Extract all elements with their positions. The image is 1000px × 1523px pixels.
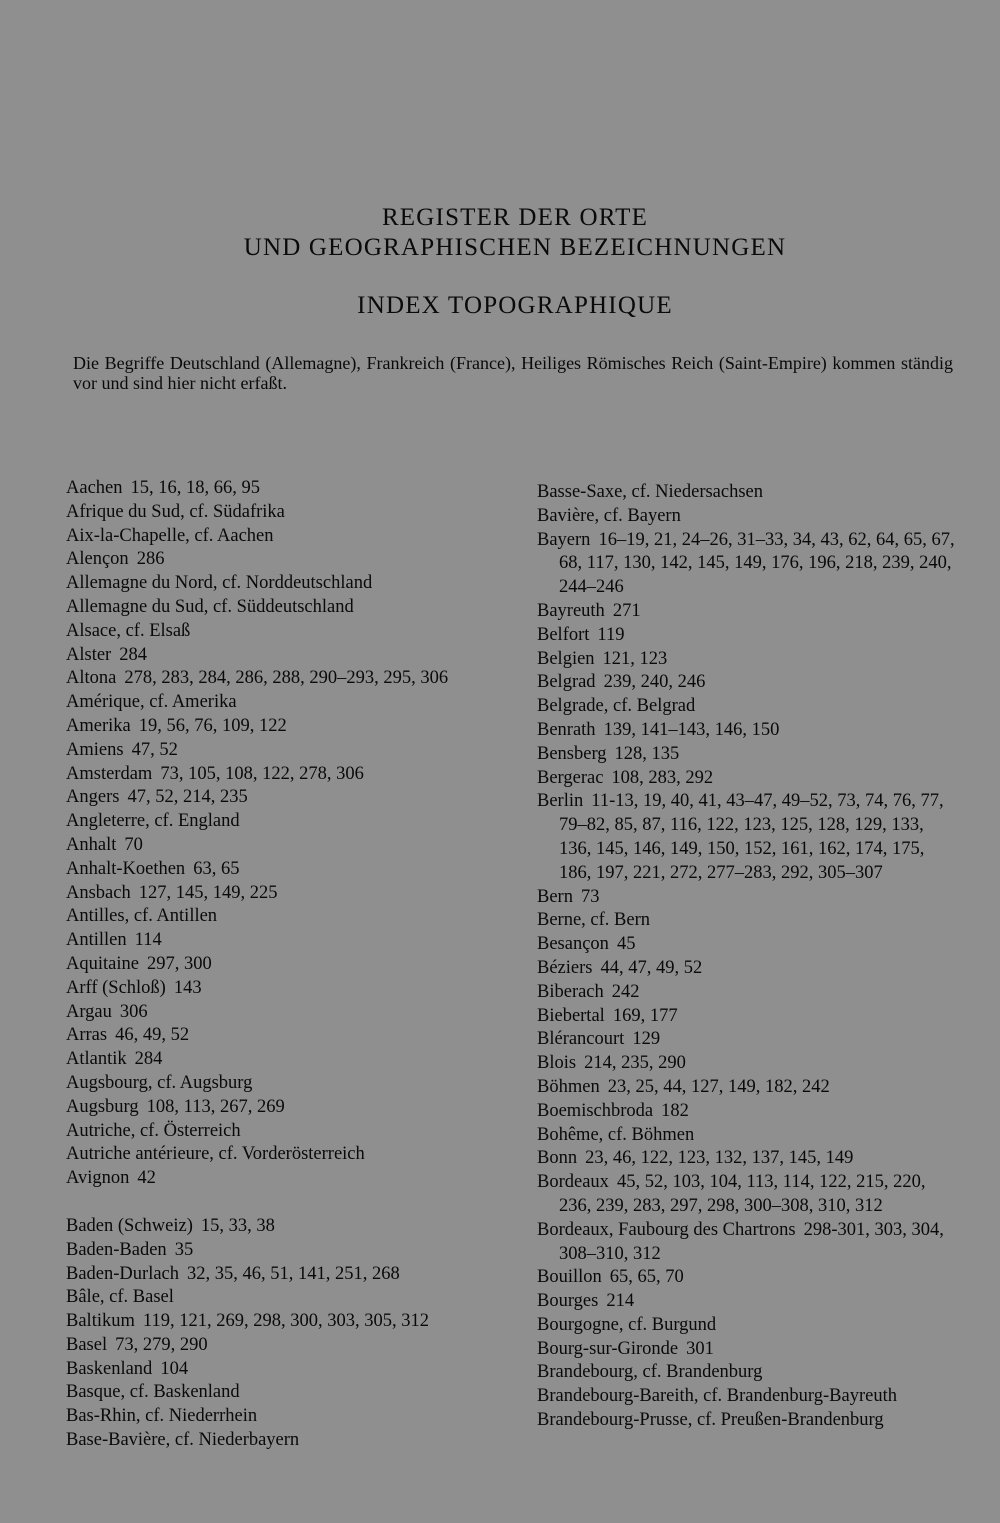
entry-name: Brandebourg-Prusse, cf. Preußen-Brandenburg: [537, 1410, 884, 1431]
entry-name: Ansbach: [66, 882, 131, 903]
index-entry: [66, 691, 496, 715]
entry-name: Bordeaux: [537, 1172, 609, 1193]
entry-name: Bensberg: [537, 743, 607, 764]
entry-pages: 114: [134, 930, 162, 951]
entry-name: Angleterre, cf. England: [66, 811, 240, 832]
index-entry: [66, 1286, 496, 1310]
entry-pages: 70: [124, 834, 143, 855]
entry-name: Base-Bavière, cf. Niederbayern: [66, 1430, 300, 1451]
entry-name: Arras: [66, 1025, 108, 1046]
entry-pages: 42: [137, 1168, 156, 1189]
entry-name: Belgrade, cf. Belgrad: [537, 696, 696, 717]
entry-name: Baltikum: [66, 1311, 135, 1332]
entry-pages: 63, 65: [193, 858, 240, 879]
entry-name: Bohême, cf. Böhmen: [537, 1124, 695, 1145]
entry-name: Amiens: [66, 739, 124, 760]
entry-pages: 242: [611, 981, 640, 1002]
entry-name: Allemagne du Nord, cf. Norddeutschland: [66, 573, 373, 594]
entry-pages: 169, 177: [612, 1005, 678, 1026]
entry-pages: 47, 52: [131, 739, 178, 760]
entry-pages: 271: [612, 600, 641, 621]
entry-pages: 23, 25, 44, 127, 149, 182, 242: [607, 1076, 830, 1097]
index-entry: [537, 600, 957, 624]
index-entry: [66, 1263, 496, 1287]
entry-name: Aix-la-Chapelle, cf. Aachen: [66, 525, 274, 546]
entry-name: Boemischbroda: [537, 1100, 654, 1121]
index-entry: [537, 1361, 957, 1385]
index-entry: [537, 1219, 957, 1267]
entry-name: Bavière, cf. Bayern: [537, 505, 681, 526]
entry-name: Baden (Schweiz): [66, 1215, 193, 1236]
index-entry: [66, 977, 496, 1001]
entry-pages: 143: [173, 977, 202, 998]
entry-pages: 108, 283, 292: [611, 767, 714, 788]
entry-pages: 139, 141–143, 146, 150: [603, 719, 780, 740]
entry-pages: 119: [597, 624, 625, 645]
entry-name: Bouillon: [537, 1267, 602, 1288]
page-title-line2: UND GEOGRAPHISCHEN BEZEICHNUNGEN: [243, 234, 787, 261]
index-entry: [537, 790, 957, 885]
entry-pages: 119, 121, 269, 298, 300, 303, 305, 312: [142, 1311, 429, 1332]
entry-pages: 182: [661, 1100, 689, 1121]
index-entry: [66, 786, 496, 810]
entry-pages: 44, 47, 49, 52: [600, 957, 703, 978]
index-entry: [66, 1215, 496, 1239]
intro-note: Die Begriffe Deutschland (Allemagne), Frankreich (France), Heiliges Römisches Reich (Saint-Empire) kommen ständig vor und sind hier nicht erfaßt.: [73, 353, 953, 393]
entry-pages: 47, 52, 214, 235: [127, 787, 248, 808]
page-title-line1: REGISTER DER ORTE: [381, 204, 649, 231]
index-entry: [537, 719, 957, 743]
index-entry: [537, 624, 957, 648]
index-entry: [537, 1028, 957, 1052]
index-entry: [66, 1167, 496, 1191]
entry-name: Bourges: [537, 1291, 599, 1312]
entry-pages: 23, 46, 122, 123, 132, 137, 145, 149: [585, 1148, 854, 1169]
entry-pages: 129: [632, 1029, 661, 1050]
entry-name: Atlantik: [66, 1049, 127, 1070]
entry-pages: 121, 123: [602, 648, 668, 669]
index-entry: [537, 767, 957, 791]
entry-name: Blérancourt: [537, 1029, 625, 1050]
index-entry: [537, 957, 957, 981]
entry-name: Antillen: [66, 930, 127, 951]
entry-pages: 32, 35, 46, 51, 141, 251, 268: [187, 1263, 400, 1284]
entry-name: Baskenland: [66, 1358, 153, 1379]
index-entry: [66, 667, 496, 691]
entry-name: Autriche antérieure, cf. Vorderösterreich: [66, 1144, 365, 1165]
entry-name: Angers: [66, 787, 120, 808]
entry-name: Bâle, cf. Basel: [66, 1287, 174, 1308]
entry-pages: 284: [134, 1049, 163, 1070]
entry-name: Berlin: [537, 791, 584, 812]
entry-name: Béziers: [537, 957, 593, 978]
index-entry: [66, 905, 496, 929]
entry-name: Baden-Baden: [66, 1239, 167, 1260]
index-entry: [66, 1001, 496, 1025]
entry-name: Bayreuth: [537, 600, 605, 621]
index-entry: [537, 529, 957, 600]
entry-name: Besançon: [537, 934, 609, 955]
index-entry: [537, 1409, 957, 1433]
index-entry: [537, 1338, 957, 1362]
entry-name: Afrique du Sud, cf. Südafrika: [66, 501, 285, 522]
index-entry: [66, 1358, 496, 1382]
entry-name: Basque, cf. Baskenland: [66, 1382, 240, 1403]
entry-pages: 278, 283, 284, 286, 288, 290–293, 295, 306: [124, 668, 449, 689]
index-entry: [66, 1334, 496, 1358]
entry-pages: 104: [160, 1358, 189, 1379]
entry-pages: 297, 300: [146, 953, 212, 974]
entry-pages: 19, 56, 76, 109, 122: [138, 715, 287, 736]
entry-name: Amérique, cf. Amerika: [66, 692, 237, 713]
index-entry: [537, 1171, 957, 1219]
entry-name: Brandebourg-Bareith, cf. Brandenburg-Bayreuth: [537, 1386, 897, 1407]
index-entry: [66, 644, 496, 668]
index-column-left: [66, 477, 496, 1453]
entry-name: Bern: [537, 886, 573, 907]
entry-pages: 214: [606, 1291, 635, 1312]
index-entry: [537, 1100, 957, 1124]
entry-name: Biberach: [537, 981, 604, 1002]
index-entry: [537, 1290, 957, 1314]
index-entry: [66, 953, 496, 977]
entry-name: Berne, cf. Bern: [537, 910, 651, 931]
index-entry: [537, 1076, 957, 1100]
entry-name: Bergerac: [537, 767, 604, 788]
index-entry: [537, 1314, 957, 1338]
index-entry: [537, 1385, 957, 1409]
entry-pages: 11-13, 19, 40, 41, 43–47, 49–52, 73, 74, 76, 77, 79–82, 85, 87, 116, 122, 123, 125, 128, 129, 133, 136, 145, 146, 149, 150, 152, 161, 162, 174, 175, 186, 197, 221, 272, 277–283, 292, 305–307: [559, 791, 944, 883]
index-entry: [66, 1310, 496, 1334]
index-entry: [66, 1239, 496, 1263]
index-entry: [66, 929, 496, 953]
entry-pages: 16–19, 21, 24–26, 31–33, 34, 43, 62, 64, 65, 67, 68, 117, 130, 142, 145, 149, 176, 196, 218, 239, 240, 244–246: [559, 529, 955, 598]
index-entry: [537, 743, 957, 767]
entry-name: Böhmen: [537, 1076, 600, 1097]
index-entry: [537, 1005, 957, 1029]
entry-name: Amerika: [66, 715, 131, 736]
entry-name: Basel: [66, 1334, 108, 1355]
entry-pages: 284: [119, 644, 147, 665]
entry-pages: 306: [119, 1001, 148, 1022]
entry-name: Antilles, cf. Antillen: [66, 906, 218, 927]
entry-name: Bonn: [537, 1148, 578, 1169]
entry-name: Baden-Durlach: [66, 1263, 180, 1284]
index-entry: [537, 886, 957, 910]
index-entry: [66, 810, 496, 834]
entry-name: Basse-Saxe, cf. Niedersachsen: [537, 482, 764, 502]
entry-name: Bourg-sur-Gironde: [537, 1338, 679, 1359]
entry-name: Belfort: [537, 624, 590, 645]
index-entry: [66, 477, 496, 501]
index-entry: [66, 715, 496, 739]
entry-name: Alster: [66, 644, 112, 665]
entry-name: Argau: [66, 1001, 112, 1022]
index-entry: [66, 596, 496, 620]
entry-pages: 73, 105, 108, 122, 278, 306: [160, 763, 364, 784]
entry-name: Anhalt-Koethen: [66, 858, 186, 879]
index-entry: [66, 1381, 496, 1405]
index-entry: [537, 481, 957, 505]
index-column-right: [537, 481, 957, 1433]
page-subtitle: INDEX TOPOGRAPHIQUE: [357, 292, 673, 319]
entry-pages: 35: [174, 1239, 194, 1260]
index-entry: [66, 1143, 496, 1167]
section-gap: [66, 1191, 496, 1215]
index-entry: [537, 933, 957, 957]
index-entry: [537, 1147, 957, 1171]
index-entry: [537, 1124, 957, 1148]
index-entry: [66, 739, 496, 763]
entry-pages: 298-301, 303, 304, 308–310, 312: [559, 1219, 944, 1264]
entry-pages: 46, 49, 52: [115, 1025, 190, 1046]
entry-name: Bourgogne, cf. Burgund: [537, 1314, 717, 1335]
index-entry: [66, 834, 496, 858]
entry-pages: 286: [136, 549, 165, 570]
index-entry: [66, 525, 496, 549]
entry-name: Blois: [537, 1053, 577, 1074]
index-entry: [66, 1429, 496, 1453]
index-entry: [537, 648, 957, 672]
index-entry: [537, 505, 957, 529]
index-entry: [66, 620, 496, 644]
entry-name: Augsburg: [66, 1096, 139, 1117]
index-entry: [66, 548, 496, 572]
index-entry: [66, 501, 496, 525]
entry-pages: 128, 135: [614, 743, 680, 764]
entry-pages: 73, 279, 290: [115, 1334, 208, 1355]
entry-pages: 73: [580, 886, 600, 907]
index-entry: [66, 882, 496, 906]
index-entry: [66, 1024, 496, 1048]
entry-name: Belgien: [537, 648, 595, 669]
index-entry: [66, 1096, 496, 1120]
index-entry: [537, 1266, 957, 1290]
entry-name: Arff (Schloß): [66, 977, 166, 998]
entry-pages: 301: [686, 1338, 714, 1359]
entry-pages: 15, 16, 18, 66, 95: [130, 478, 260, 498]
index-entry: [66, 1120, 496, 1144]
index-entry: [537, 671, 957, 695]
entry-name: Belgrad: [537, 672, 596, 693]
index-entry: [537, 1052, 957, 1076]
entry-pages: 239, 240, 246: [603, 672, 706, 693]
entry-name: Brandebourg, cf. Brandenburg: [537, 1362, 763, 1383]
entry-name: Bordeaux, Faubourg des Chartrons: [537, 1219, 796, 1240]
entry-pages: 127, 145, 149, 225: [138, 882, 278, 903]
entry-pages: 45: [616, 934, 636, 955]
entry-name: Altona: [66, 668, 117, 689]
entry-name: Anhalt: [66, 834, 117, 855]
entry-name: Benrath: [537, 719, 596, 740]
index-entry: [537, 909, 957, 933]
entry-name: Amsterdam: [66, 763, 153, 784]
entry-name: Bayern: [537, 529, 591, 550]
entry-pages: 15, 33, 38: [200, 1215, 275, 1236]
entry-name: Augsbourg, cf. Augsburg: [66, 1072, 253, 1093]
index-entry: [66, 763, 496, 787]
entry-name: Autriche, cf. Österreich: [66, 1120, 241, 1141]
entry-pages: 214, 235, 290: [584, 1053, 686, 1074]
index-entry: [537, 981, 957, 1005]
entry-name: Alençon: [66, 549, 129, 570]
index-entry: [66, 1048, 496, 1072]
entry-name: Aachen: [66, 478, 123, 498]
index-entry: [66, 1405, 496, 1429]
index-entry: [66, 572, 496, 596]
entry-pages: 108, 113, 267, 269: [146, 1096, 285, 1117]
entry-pages: 65, 65, 70: [609, 1267, 684, 1288]
index-entry: [66, 1072, 496, 1096]
index-entry: [537, 695, 957, 719]
entry-name: Avignon: [66, 1168, 130, 1189]
entry-name: Alsace, cf. Elsaß: [66, 620, 191, 641]
entry-name: Allemagne du Sud, cf. Süddeutschland: [66, 596, 354, 617]
entry-name: Biebertal: [537, 1005, 605, 1026]
index-entry: [66, 858, 496, 882]
entry-name: Aquitaine: [66, 953, 139, 974]
entry-name: Bas-Rhin, cf. Niederrhein: [66, 1406, 258, 1427]
entry-pages: 45, 52, 103, 104, 113, 114, 122, 215, 220, 236, 239, 283, 297, 298, 300–308, 310, 312: [559, 1172, 926, 1216]
